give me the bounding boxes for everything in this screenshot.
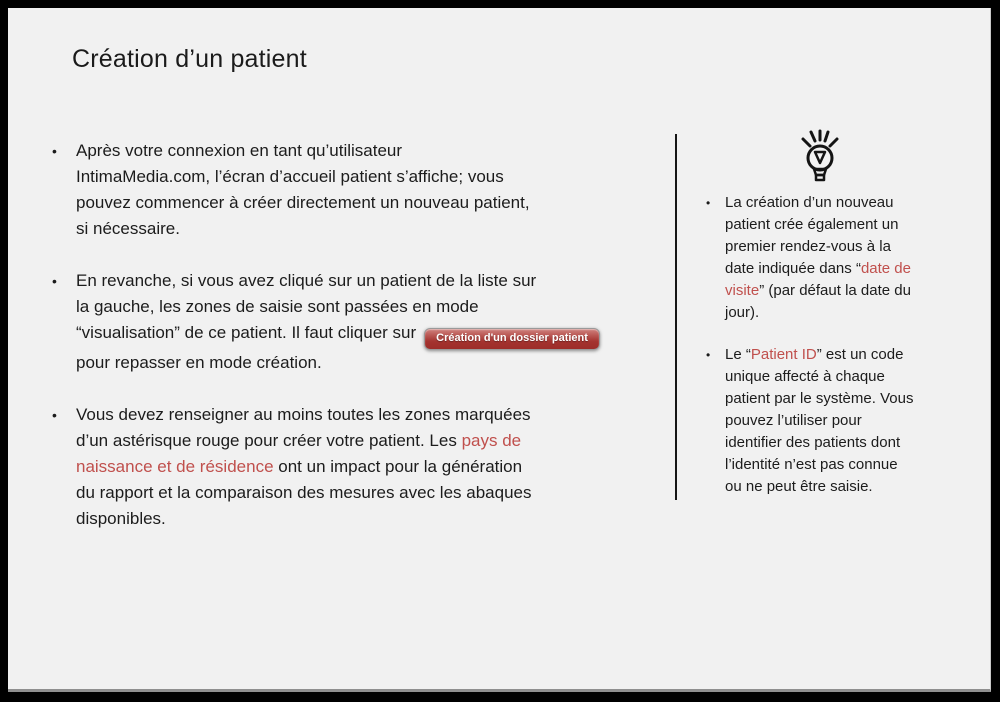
text-segment: du rapport et la comparaison des mesures avec les abaques (76, 483, 532, 502)
text-segment: d’un astérisque rouge pour créer votre patient. Les (76, 431, 462, 450)
text-segment: pouvez commencer à créer directement un nouveau patient, (76, 193, 530, 212)
bullet-text (76, 268, 660, 376)
bullet-item (50, 402, 660, 532)
text-segment: si nécessaire. (76, 219, 180, 238)
text-segment: Le “ (725, 346, 751, 363)
bullet-item (50, 138, 660, 242)
text-segment: En revanche, si vous avez cliqué sur un patient de la liste sur (76, 271, 537, 290)
text-segment: ont un impact pour la génération (273, 457, 523, 476)
creation-dossier-patient-button-image: Création d'un dossier patient (424, 328, 600, 350)
text-segment: la gauche, les zones de saisie sont passées en mode (76, 297, 479, 316)
bullet-item (50, 268, 660, 376)
bullet-text (76, 138, 660, 242)
text-segment: patient par le système. Vous (725, 390, 914, 407)
lightbulb-icon (796, 125, 844, 183)
page-title: Création d’un patient (72, 45, 307, 73)
text-segment: date indiquée dans “ (725, 260, 861, 277)
main-content (50, 138, 660, 532)
text-segment: visite (725, 282, 760, 299)
text-segment: IntimaMedia.com, l’écran d’accueil patient s’affiche; vous (76, 167, 504, 186)
bullet-text (76, 402, 660, 532)
bullet-item (706, 192, 956, 324)
text-segment: Après votre connexion en tant qu’utilisateur (76, 141, 403, 160)
bullet-item (706, 344, 956, 498)
text-segment: patient crée également un (725, 216, 899, 233)
text-segment: La création d’un nouveau (725, 194, 894, 211)
text-segment: ” est un code (816, 346, 904, 363)
text-segment: premier rendez-vous à la (725, 238, 891, 255)
bullet-marker: • (706, 348, 711, 362)
bullet-marker: • (52, 273, 57, 289)
slide (8, 8, 991, 692)
bullet-marker: • (706, 196, 711, 210)
bullet-marker: • (52, 407, 57, 423)
text-segment: ” (par défaut la date du (759, 282, 911, 299)
text-segment: ou ne peut être saisie. (725, 478, 873, 495)
vertical-divider (675, 134, 677, 500)
bullet-marker: • (52, 143, 57, 159)
text-segment: pouvez l’utiliser pour (725, 412, 862, 429)
bullet-text (725, 192, 956, 324)
bullet-text (725, 344, 956, 498)
text-segment: pays de (461, 431, 522, 450)
text-segment: naissance et de résidence (76, 457, 274, 476)
text-segment: “visualisation” de ce patient. Il faut cliquer sur (76, 323, 417, 342)
tip-notes (706, 192, 956, 518)
text-segment: disponibles. (76, 509, 166, 528)
text-segment: pour repasser en mode création. (76, 353, 322, 372)
text-segment: identifier des patients dont (725, 434, 901, 451)
text-segment: unique affecté à chaque (725, 368, 885, 385)
text-segment: l’identité n’est pas connue (725, 456, 898, 473)
text-segment: Patient ID (750, 346, 817, 363)
text-segment: date de (860, 260, 911, 277)
text-segment: jour). (725, 304, 760, 321)
text-segment: Vous devez renseigner au moins toutes les zones marquées (76, 405, 531, 424)
